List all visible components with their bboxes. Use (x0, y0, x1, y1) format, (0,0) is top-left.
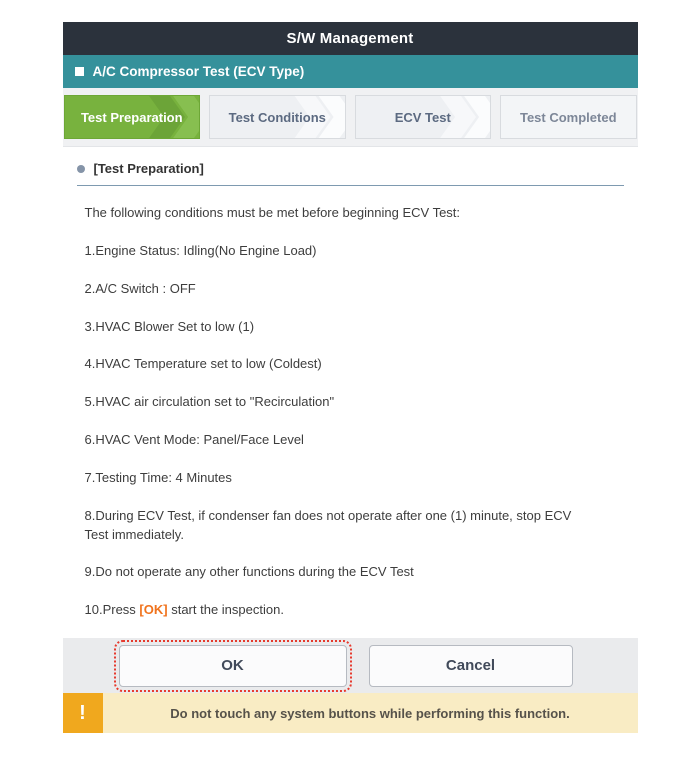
section-title: [Test Preparation] (93, 161, 204, 176)
function-header-bar (63, 55, 638, 88)
instruction-item-9: 9.Do not operate any other functions during the ECV Test (84, 564, 414, 580)
step-test-conditions (209, 95, 346, 139)
instruction-item-6: 6.HVAC Vent Mode: Panel/Face Level (84, 432, 304, 448)
step-test-completed (500, 95, 637, 139)
warning-text: Do not touch any system buttons while performing this function. (103, 693, 638, 733)
instruction-item-8: 8.During ECV Test, if condenser fan does not operate after one (1) minute, stop ECV Test immediately. (84, 507, 572, 542)
intro-text: The following conditions must be met before beginning ECV Test: (84, 205, 461, 220)
action-bar (63, 638, 638, 693)
instruction-item-4: 4.HVAC Temperature set to low (Coldest) (84, 356, 322, 372)
function-title: A/C Compressor Test (ECV Type) (92, 64, 305, 79)
bullet-icon (77, 165, 85, 173)
item10-prefix: 10.Press (84, 602, 140, 618)
window-title-bar (63, 22, 638, 55)
step-ecv-test (355, 95, 492, 139)
section-heading (77, 161, 624, 186)
ok-highlight: [OK] (139, 602, 168, 618)
warning-banner (63, 693, 638, 733)
instruction-item-5: 5.HVAC air circulation set to "Recirculation" (84, 394, 335, 410)
step-label: Test Conditions (228, 109, 326, 125)
exclamation-icon: ! (63, 693, 103, 733)
square-bullet-icon (75, 67, 84, 76)
instruction-item-2: 2.A/C Switch : OFF (84, 280, 196, 296)
cancel-button[interactable]: Cancel (369, 645, 573, 687)
item10-suffix: start the inspection. (167, 602, 284, 618)
step-label: Test Preparation (80, 109, 183, 125)
instructions-panel (63, 147, 638, 638)
step-label: ECV Test (394, 109, 451, 125)
step-wizard (63, 88, 638, 147)
page-title: S/W Management (286, 30, 414, 47)
instruction-item-7: 7.Testing Time: 4 Minutes (84, 469, 232, 485)
step-test-preparation (64, 95, 201, 139)
instruction-item-10 (85, 601, 624, 620)
instruction-item-3: 3.HVAC Blower Set to low (1) (84, 318, 255, 334)
app-window (63, 22, 638, 733)
instruction-item-1: 1.Engine Status: Idling(No Engine Load) (84, 242, 317, 258)
step-label: Test Completed (519, 109, 617, 125)
ok-button[interactable]: OK (119, 645, 347, 687)
